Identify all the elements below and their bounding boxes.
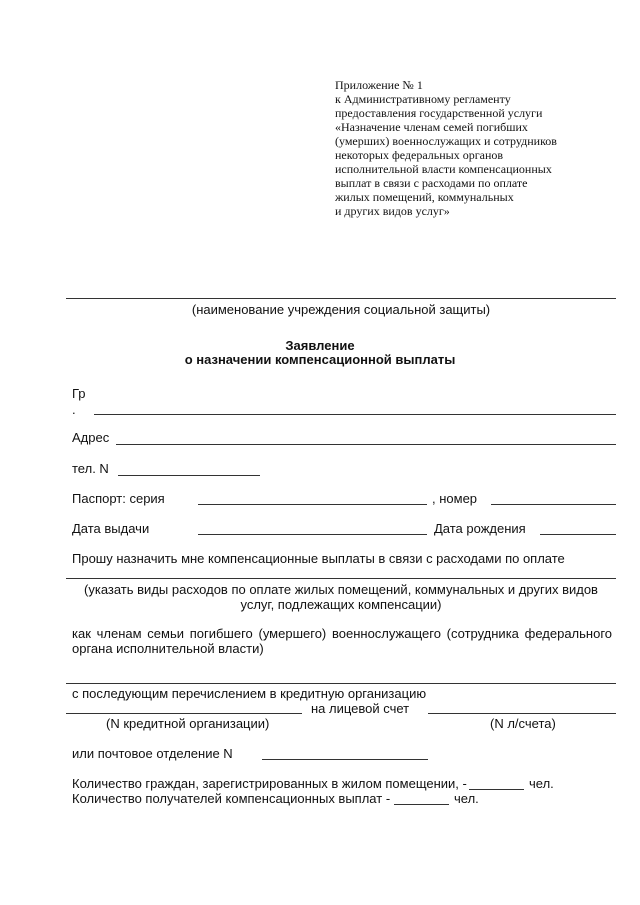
expenses-field[interactable] bbox=[66, 578, 616, 579]
post-office-field[interactable] bbox=[262, 759, 428, 760]
credit-org-caption: (N кредитной организации) bbox=[106, 716, 270, 731]
request-text: Прошу назначить мне компенсационные выплаты в связи с расходами по оплате bbox=[72, 551, 565, 566]
citizen-label: Гр bbox=[72, 386, 86, 401]
institution-caption: (наименование учреждения социальной защиты) bbox=[191, 302, 491, 317]
recipients-count-unit: чел. bbox=[454, 791, 479, 806]
appendix-line: жилых помещений, коммунальных bbox=[335, 190, 514, 204]
passport-number-field[interactable] bbox=[491, 504, 616, 505]
address-label: Адрес bbox=[72, 430, 110, 445]
document-subtitle: о назначении компенсационной выплаты bbox=[184, 352, 456, 367]
address-field[interactable] bbox=[116, 444, 616, 445]
appendix-line: выплат в связи с расходами по оплате bbox=[335, 176, 528, 190]
citizens-count-field[interactable] bbox=[469, 789, 524, 790]
appendix-line: к Административному регламенту bbox=[335, 92, 511, 106]
phone-field[interactable] bbox=[118, 475, 260, 476]
account-caption: (N л/счета) bbox=[490, 716, 556, 731]
passport-number-label: , номер bbox=[432, 491, 478, 506]
appendix-line: (умерших) военнослужащих и сотрудников bbox=[335, 134, 557, 148]
institution-input-line[interactable] bbox=[66, 298, 616, 299]
birth-date-label: Дата рождения bbox=[434, 521, 526, 536]
transfer-text: с последующим перечислением в кредитную организацию bbox=[72, 686, 427, 701]
expenses-caption-2: услуг, подлежащих компенсации) bbox=[240, 597, 442, 612]
birth-date-field[interactable] bbox=[540, 534, 616, 535]
family-text-1: как членам семьи погибшего (умершего) военнослужащего (сотрудника федерального bbox=[72, 626, 612, 641]
appendix-line: и других видов услуг» bbox=[335, 204, 450, 218]
appendix-block bbox=[335, 78, 615, 218]
serviceman-field[interactable] bbox=[66, 683, 616, 684]
expenses-caption-1: (указать виды расходов по оплате жилых помещений, коммунальных и других видов bbox=[84, 582, 598, 597]
post-office-label: или почтовое отделение N bbox=[72, 746, 233, 761]
phone-label: тел. N bbox=[72, 461, 109, 476]
issue-date-label: Дата выдачи bbox=[72, 521, 150, 536]
recipients-count-text: Количество получателей компенсационных выплат - bbox=[72, 791, 391, 806]
document-title: Заявление bbox=[285, 338, 355, 353]
family-text-2: органа исполнительной власти) bbox=[72, 641, 264, 656]
appendix-line: предоставления государственной услуги bbox=[335, 106, 543, 120]
citizen-label-dot: . bbox=[72, 402, 76, 417]
citizen-name-field[interactable] bbox=[94, 414, 616, 415]
citizens-count-text: Количество граждан, зарегистрированных в жилом помещении, - bbox=[72, 776, 467, 791]
appendix-line: некоторых федеральных органов bbox=[335, 148, 504, 162]
passport-series-field[interactable] bbox=[198, 504, 427, 505]
appendix-line: «Назначение членам семей погибших bbox=[335, 120, 528, 134]
appendix-line: исполнительной власти компенсационных bbox=[335, 162, 552, 176]
account-label: на лицевой счет bbox=[311, 701, 410, 716]
credit-org-field[interactable] bbox=[66, 713, 302, 714]
recipients-count-field[interactable] bbox=[394, 804, 449, 805]
issue-date-field[interactable] bbox=[198, 534, 427, 535]
appendix-line: Приложение № 1 bbox=[335, 78, 423, 92]
account-field[interactable] bbox=[428, 713, 616, 714]
citizens-count-unit: чел. bbox=[529, 776, 554, 791]
passport-series-label: Паспорт: серия bbox=[72, 491, 165, 506]
